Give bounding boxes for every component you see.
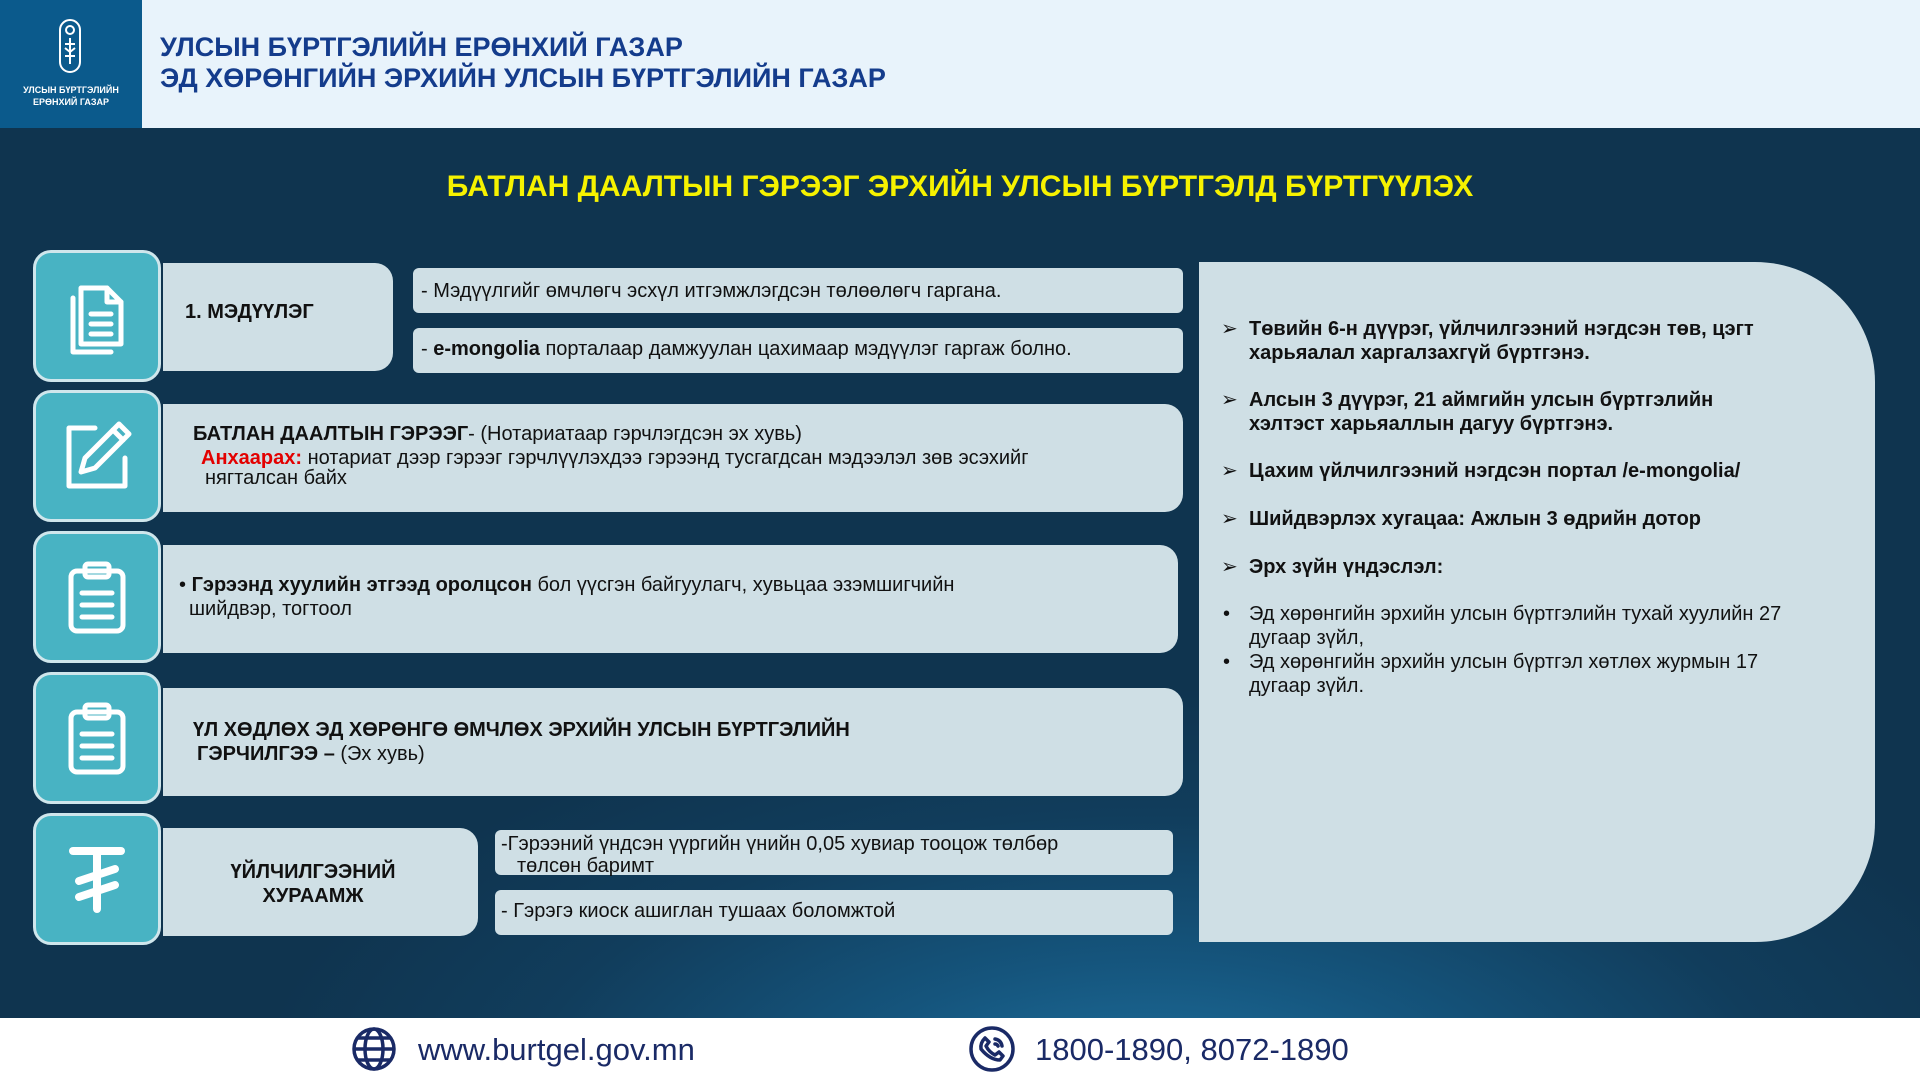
step-3-card — [163, 545, 1178, 653]
page-title: БАТЛАН ДААЛТЫН ГЭРЭЭГ ЭРХИЙН УЛСЫН БҮРТГЭЛД БҮРТГҮҮЛЭХ — [446, 170, 1474, 203]
step-2-title — [193, 422, 802, 446]
step-1-sub-2-dash: - — [421, 338, 434, 360]
arrow-icon: ➢ — [1221, 460, 1238, 482]
main-panel — [0, 128, 1920, 1018]
logo[interactable] — [0, 0, 142, 128]
info-item-5 — [1221, 555, 1841, 579]
law-item-2-line2: дугаар зүйл. — [1249, 675, 1365, 697]
service-fee-label-line2: ХУРААМЖ — [262, 885, 364, 907]
step-4-line1: ҮЛ ХӨДЛӨХ ЭД ХӨРӨНГӨ ӨМЧЛӨХ ЭРХИЙН УЛСЫН БҮРТГЭЛИЙН — [193, 719, 850, 741]
step-3-bullet: • — [179, 574, 192, 596]
step-1-label: 1. МЭДҮҮЛЭГ — [185, 301, 314, 323]
organization-names — [160, 32, 886, 94]
info-item-1 — [1221, 317, 1841, 365]
logo-text-line1: УЛСЫН БҮРТГЭЛИЙН — [23, 85, 119, 95]
logo-text — [0, 84, 142, 108]
step-1-sub-2-rest: порталаар дамжуулан цахимаар мэдүүлэг гаргаж болно. — [539, 338, 1072, 360]
attention-text: нотариат дээр гэрээг гэрчлүүлэхдээ гэрээнд тусгагдсан мэдээлэл зөв эсэхийг — [302, 447, 1029, 469]
info-panel — [1199, 262, 1875, 942]
step-2-attention — [201, 448, 1161, 469]
law-item-1 — [1221, 602, 1851, 650]
step-3-text — [179, 573, 954, 597]
phone-icon — [968, 1025, 1016, 1073]
info-item-2-line1: Алсын 3 дүүрэг, 21 аймгийн улсын бүртгэлийн — [1249, 389, 1714, 411]
step-3-icon-box — [33, 531, 161, 663]
step-2-attention-line2: нягталсан байх — [205, 467, 347, 489]
bullet-icon: • — [1223, 651, 1231, 673]
phone-numbers[interactable]: 1800-1890, 8072-1890 — [1035, 1032, 1349, 1067]
step-5-sub-1-line1: -Гэрээний үндсэн үүргийн үнийн 0,05 хувиар тооцож төлбөр — [501, 833, 1059, 855]
arrow-icon: ➢ — [1221, 318, 1238, 340]
documents-icon — [55, 274, 139, 358]
pencil-edit-icon — [55, 414, 139, 498]
step-1-card — [163, 263, 393, 371]
step-4-icon-box — [33, 672, 161, 804]
step-4-line2-rest: (Эх хувь) — [334, 743, 425, 765]
info-item-3-line1: Цахим үйлчилгээний нэгдсэн портал /e-mongolia/ — [1249, 460, 1741, 482]
step-3-line2: шийдвэр, тогтоол — [189, 598, 352, 620]
step-3-rest: бол үүсгэн байгуулагч, хувьцаа эзэмшигчийн — [531, 574, 955, 596]
step-1-sub-2 — [413, 328, 1183, 373]
step-4-card — [163, 688, 1183, 796]
step-5-sub-2: - Гэрэгэ киоск ашиглан тушаах боломжтой — [495, 890, 1173, 935]
step-5-icon-box — [33, 813, 161, 945]
step-5-sub-1-line2: төлсөн баримт — [517, 855, 655, 877]
arrow-icon: ➢ — [1221, 556, 1238, 578]
logo-text-line2: ЕРӨНХИЙ ГАЗАР — [32, 97, 110, 107]
info-item-4-line1: Шийдвэрлэх хугацаа: Ажлын 3 өдрийн дотор — [1249, 508, 1702, 530]
header — [0, 0, 1920, 128]
footer — [0, 1018, 1920, 1080]
law-item-2 — [1221, 650, 1851, 698]
attention-label: Анхаарах: — [201, 447, 303, 469]
law-item-2-line1: Эд хөрөнгийн эрхийн улсын бүртгэл хөтлөх журмын 17 — [1249, 651, 1759, 673]
arrow-icon: ➢ — [1221, 508, 1238, 530]
step-4-line2 — [197, 742, 425, 766]
legal-basis-heading: Эрх зүйн үндэслэл: — [1249, 556, 1444, 578]
step-2-title-bold: БАТЛАН ДААЛТЫН ГЭРЭЭГ — [193, 423, 469, 445]
info-item-1-line2: харьяалал харгалзахгүй бүртгэнэ. — [1249, 342, 1590, 364]
info-item-4 — [1221, 507, 1841, 531]
step-1-icon-box — [33, 250, 161, 382]
info-item-1-line1: Төвийн 6-н дүүрэг, үйлчилгээний нэгдсэн төв, цэгт — [1249, 318, 1754, 340]
website-link[interactable]: www.burtgel.gov.mn — [418, 1032, 695, 1067]
e-mongolia-text: e-mongolia — [433, 338, 540, 360]
step-2-icon-box — [33, 390, 161, 522]
org-name-line1: УЛСЫН БҮРТГЭЛИЙН ЕРӨНХИЙ ГАЗАР — [160, 32, 683, 62]
step-1-sub-1: - Мэдүүлгийг өмчлөгч эсхүл итгэмжлэгдсэн төлөөлөгч гаргана. — [413, 268, 1183, 313]
step-5-card — [163, 828, 478, 936]
step-2-title-rest: - (Нотариатаар гэрчлэгдсэн эх хувь) — [468, 423, 802, 445]
info-item-2 — [1221, 388, 1841, 436]
service-fee-label-line1: ҮЙЛЧИЛГЭЭНИЙ — [230, 861, 396, 883]
org-name-line2: ЭД ХӨРӨНГИЙН ЭРХИЙН УЛСЫН БҮРТГЭЛИЙН ГАЗАР — [160, 63, 886, 93]
step-2-card — [163, 404, 1183, 512]
arrow-icon: ➢ — [1221, 389, 1238, 411]
tugrik-currency-icon — [55, 837, 139, 921]
clipboard-icon — [55, 555, 139, 639]
emblem-icon — [56, 18, 84, 74]
step-5-sub-1 — [495, 830, 1173, 875]
bullet-icon: • — [1223, 603, 1231, 625]
service-fee-label — [163, 860, 463, 908]
step-3-bold: Гэрээнд хуулийн этгээд оролцсон — [191, 574, 532, 596]
clipboard-icon — [55, 696, 139, 780]
globe-icon — [350, 1025, 398, 1073]
info-item-3 — [1221, 459, 1841, 483]
law-item-1-line1: Эд хөрөнгийн эрхийн улсын бүртгэлийн тухай хуулийн 27 — [1249, 603, 1782, 625]
law-item-1-line2: дугаар зүйл, — [1249, 627, 1365, 649]
step-4-line2-bold: ГЭРЧИЛГЭЭ – — [197, 743, 335, 765]
info-item-2-line2: хэлтэст харьяаллын дагуу бүртгэнэ. — [1249, 413, 1614, 435]
